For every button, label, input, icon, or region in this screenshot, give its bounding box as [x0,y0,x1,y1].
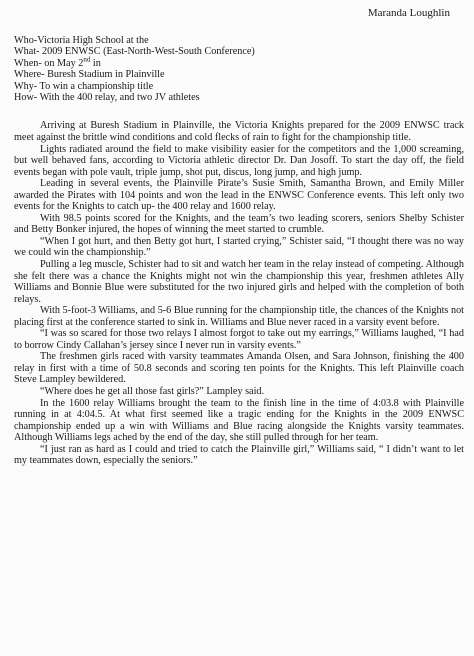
why-line: Why- To win a championship title [14,80,154,92]
paragraph: In the 1600 relay Williams brought the team to the finish line in the time of 4:03.8 with Plainville running in at 4:04.5. At what first seemed like a tragic ending for the Knights in the 2009 ENWSC championship ended up a win with Williams and Blue racing alongside the Knights varsity teammates. Although Williams legs ached by the end of the day, she still pulled through for her team. [14,397,464,444]
when-ordinal: nd [83,55,91,64]
where-line: Where- Buresh Stadium in Plainville [14,69,165,81]
paragraph: Pulling a leg muscle, Schister had to sit and watch her team in the relay instead of competing. Although she felt there was a chance the Knights might not win the championship this year, freshmen athletes Ally Williams and Bonnie Blue were substituted for the two injured girls and helped with the completion of both relays. [14,259,464,305]
paragraph: The freshmen girls raced with varsity teammates Amanda Olsen, and Sara Johnson, finishing the 400 relay in first with a time of 50.8 seconds and scoring ten points for the Knights. This left Plainville coach Steve Lampley bewildered. [14,351,464,386]
paragraph: Arriving at Buresh Stadium in Plainville, the Victoria Knights prepared for the 2009 ENWSC track meet against the brittle wind conditions and cold flecks of rain to fight for the championship title. [14,120,464,143]
when-suffix: in [90,57,101,69]
how-line: How- With the 400 relay, and two JV athletes [14,92,200,104]
paragraph: With 98.5 points scored for the Knights, and the team’s two leading scorers, seniors Shelby Schister and Betty Bonker injured, the hopes of winning the meet started to crumble. [14,212,464,236]
paragraph: “I was so scared for those two relays I almost forgot to take out my earrings,” Williams laughed, “I had to borrow Cindy Callahan’s jersey since I never run in varsity events.” [14,328,464,351]
paragraph: Leading in several events, the Plainville Pirate’s Susie Smith, Samantha Brown, and Emily Miller awarded the Pirates with 104 points and won the lead in the ENWSC Conference events. This left only two events for the Knights to catch up- the 400 relay and 1600 relay. [14,178,464,213]
what-line: What- 2009 ENWSC (East-North-West-South Conference) [14,46,255,58]
author-name: Maranda Loughlin [367,7,450,19]
who-line: Who-Victoria High School at the [14,35,149,46]
paragraph: “I just ran as hard as I could and tried to catch the Plainville girl,” Williams said, “ I didn’t want to let my teammates down, especially the seniors.” [14,443,464,467]
paragraph: “When I got hurt, and then Betty got hurt, I started crying,” Schister said, “I thought there was no way we could win the championship.” [14,235,464,259]
five-w-summary [14,35,464,103]
when-text: When- on May 2 [14,57,84,69]
article-body [14,120,464,466]
when-line [14,55,464,69]
paragraph: “Where does he get all those fast girls?” Lampley said. [40,386,265,398]
paragraph: With 5-foot-3 Williams, and 5-6 Blue running for the championship title, the chances of the Knights not placing first at the conference started to sink in. Williams and Blue never raced in a varsity event before. [14,305,464,328]
paragraph: Lights radiated around the field to make visibility easier for the competitors and the 1,000 screaming, but well behaved fans, according to Victoria athletic director Dr. Dan Josoff. To start the day off, the field events began with pole vault, triple jump, shot put, discus, long jump, and high jump. [14,143,464,178]
